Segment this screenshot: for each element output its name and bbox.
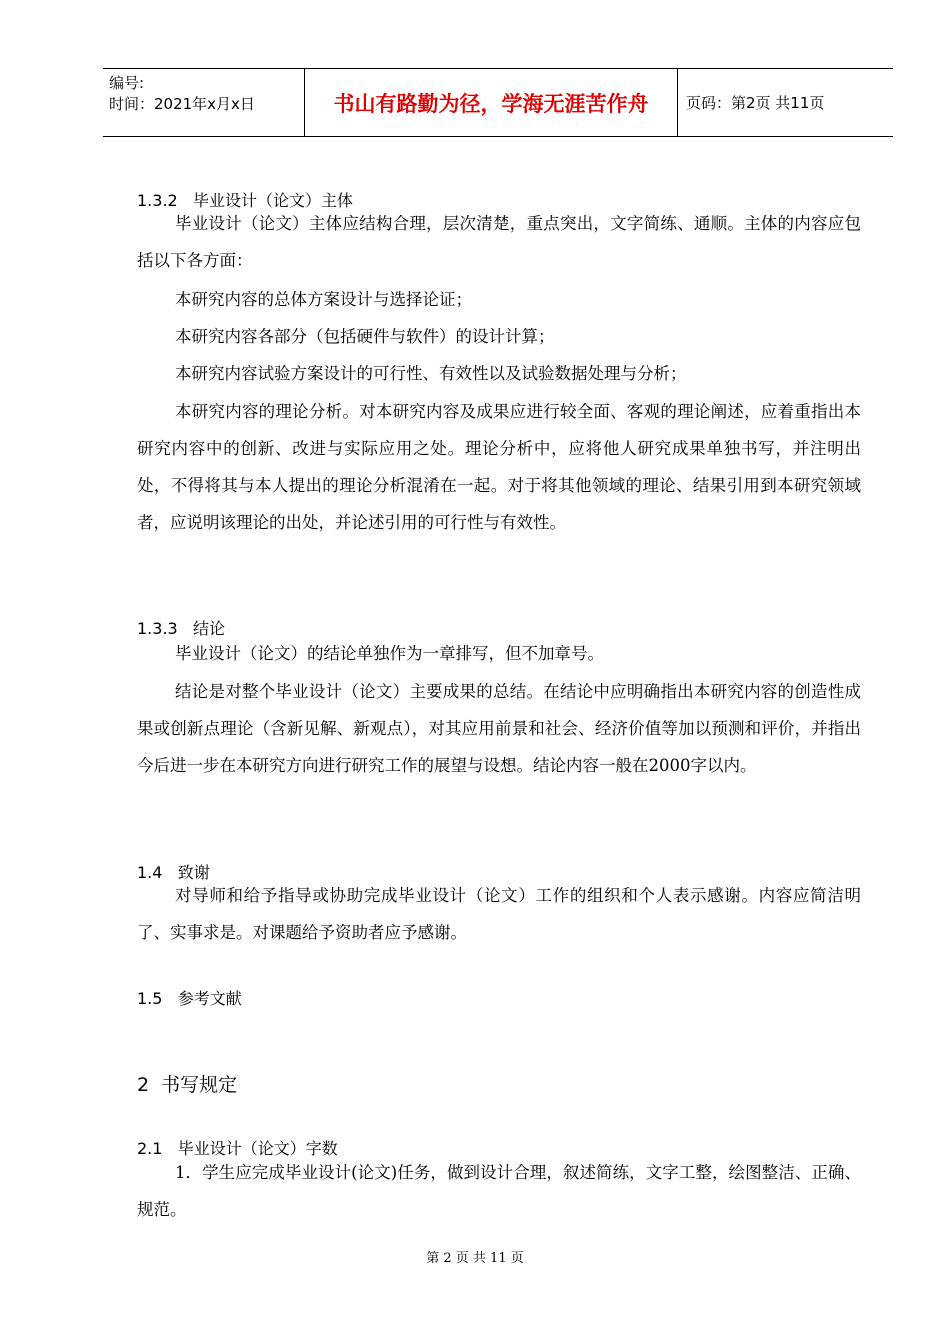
paragraph: 本研究内容各部分（包括硬件与软件）的设计计算；: [175, 327, 555, 346]
paragraph: 毕业设计（论文）主体应结构合理，层次清楚，重点突出，文字简练、通顺。主体的内容应包括以下各方面：: [137, 214, 861, 270]
heading-1-3-3: 1.3.3 结论: [137, 619, 225, 638]
page-header: [103, 68, 893, 137]
heading-1-5: 1.5 参考文献: [137, 989, 242, 1008]
paragraph: 本研究内容的总体方案设计与选择论证；: [175, 290, 472, 309]
paragraph: 结论是对整个毕业设计（论文）主要成果的总结。在结论中应明确指出本研究内容的创造性成果或创新点理论（含新见解、新观点），对其应用前景和社会、经济价值等加以预测和评价，并指出今后进一步在本研究方向进行研究工作的展望与设想。结论内容一般在2000字以内。: [137, 682, 861, 775]
paragraph: 本研究内容试验方案设计的可行性、有效性以及试验数据处理与分析；: [175, 364, 687, 383]
page-footer: 第 2 页 共 11 页: [426, 1251, 524, 1266]
header-page-label: 页码：第2页 共11页: [686, 94, 825, 112]
time-label: 时间：2021年x月x日: [109, 95, 255, 113]
paragraph: 毕业设计（论文）的结论单独作为一章排写，但不加章号。: [175, 644, 604, 663]
number-label: 编号:: [109, 74, 145, 92]
heading-2: 2 书写规定: [137, 1074, 238, 1096]
paragraph: 本研究内容的理论分析。对本研究内容及成果应进行较全面、客观的理论阐述，应着重指出本研究内容中的创新、改进与实际应用之处。理论分析中，应将他人研究成果单独书写，并注明出处，不得将其与本人提出的理论分析混淆在一起。对于将其他领域的理论、结果引用到本研究领域者，应说明该理论的出处，并论述引用的可行性与有效性。: [137, 402, 861, 532]
paragraph: 对导师和给予指导或协助完成毕业设计（论文）工作的组织和个人表示感谢。内容应简洁明了、实事求是。对课题给予资助者应予感谢。: [137, 886, 861, 942]
header-motto: 书山有路勤为径，学海无涯苦作舟: [304, 69, 678, 136]
header-meta: [103, 69, 304, 136]
paragraph: 1．学生应完成毕业设计(论文)任务，做到设计合理，叙述简练，文字工整，绘图整洁、正确、规范。: [137, 1163, 861, 1219]
heading-1-4: 1.4 致谢: [137, 863, 210, 882]
heading-2-1: 2.1 毕业设计（论文）字数: [137, 1139, 338, 1158]
heading-1-3-2: 1.3.2 毕业设计（论文）主体: [137, 191, 353, 210]
